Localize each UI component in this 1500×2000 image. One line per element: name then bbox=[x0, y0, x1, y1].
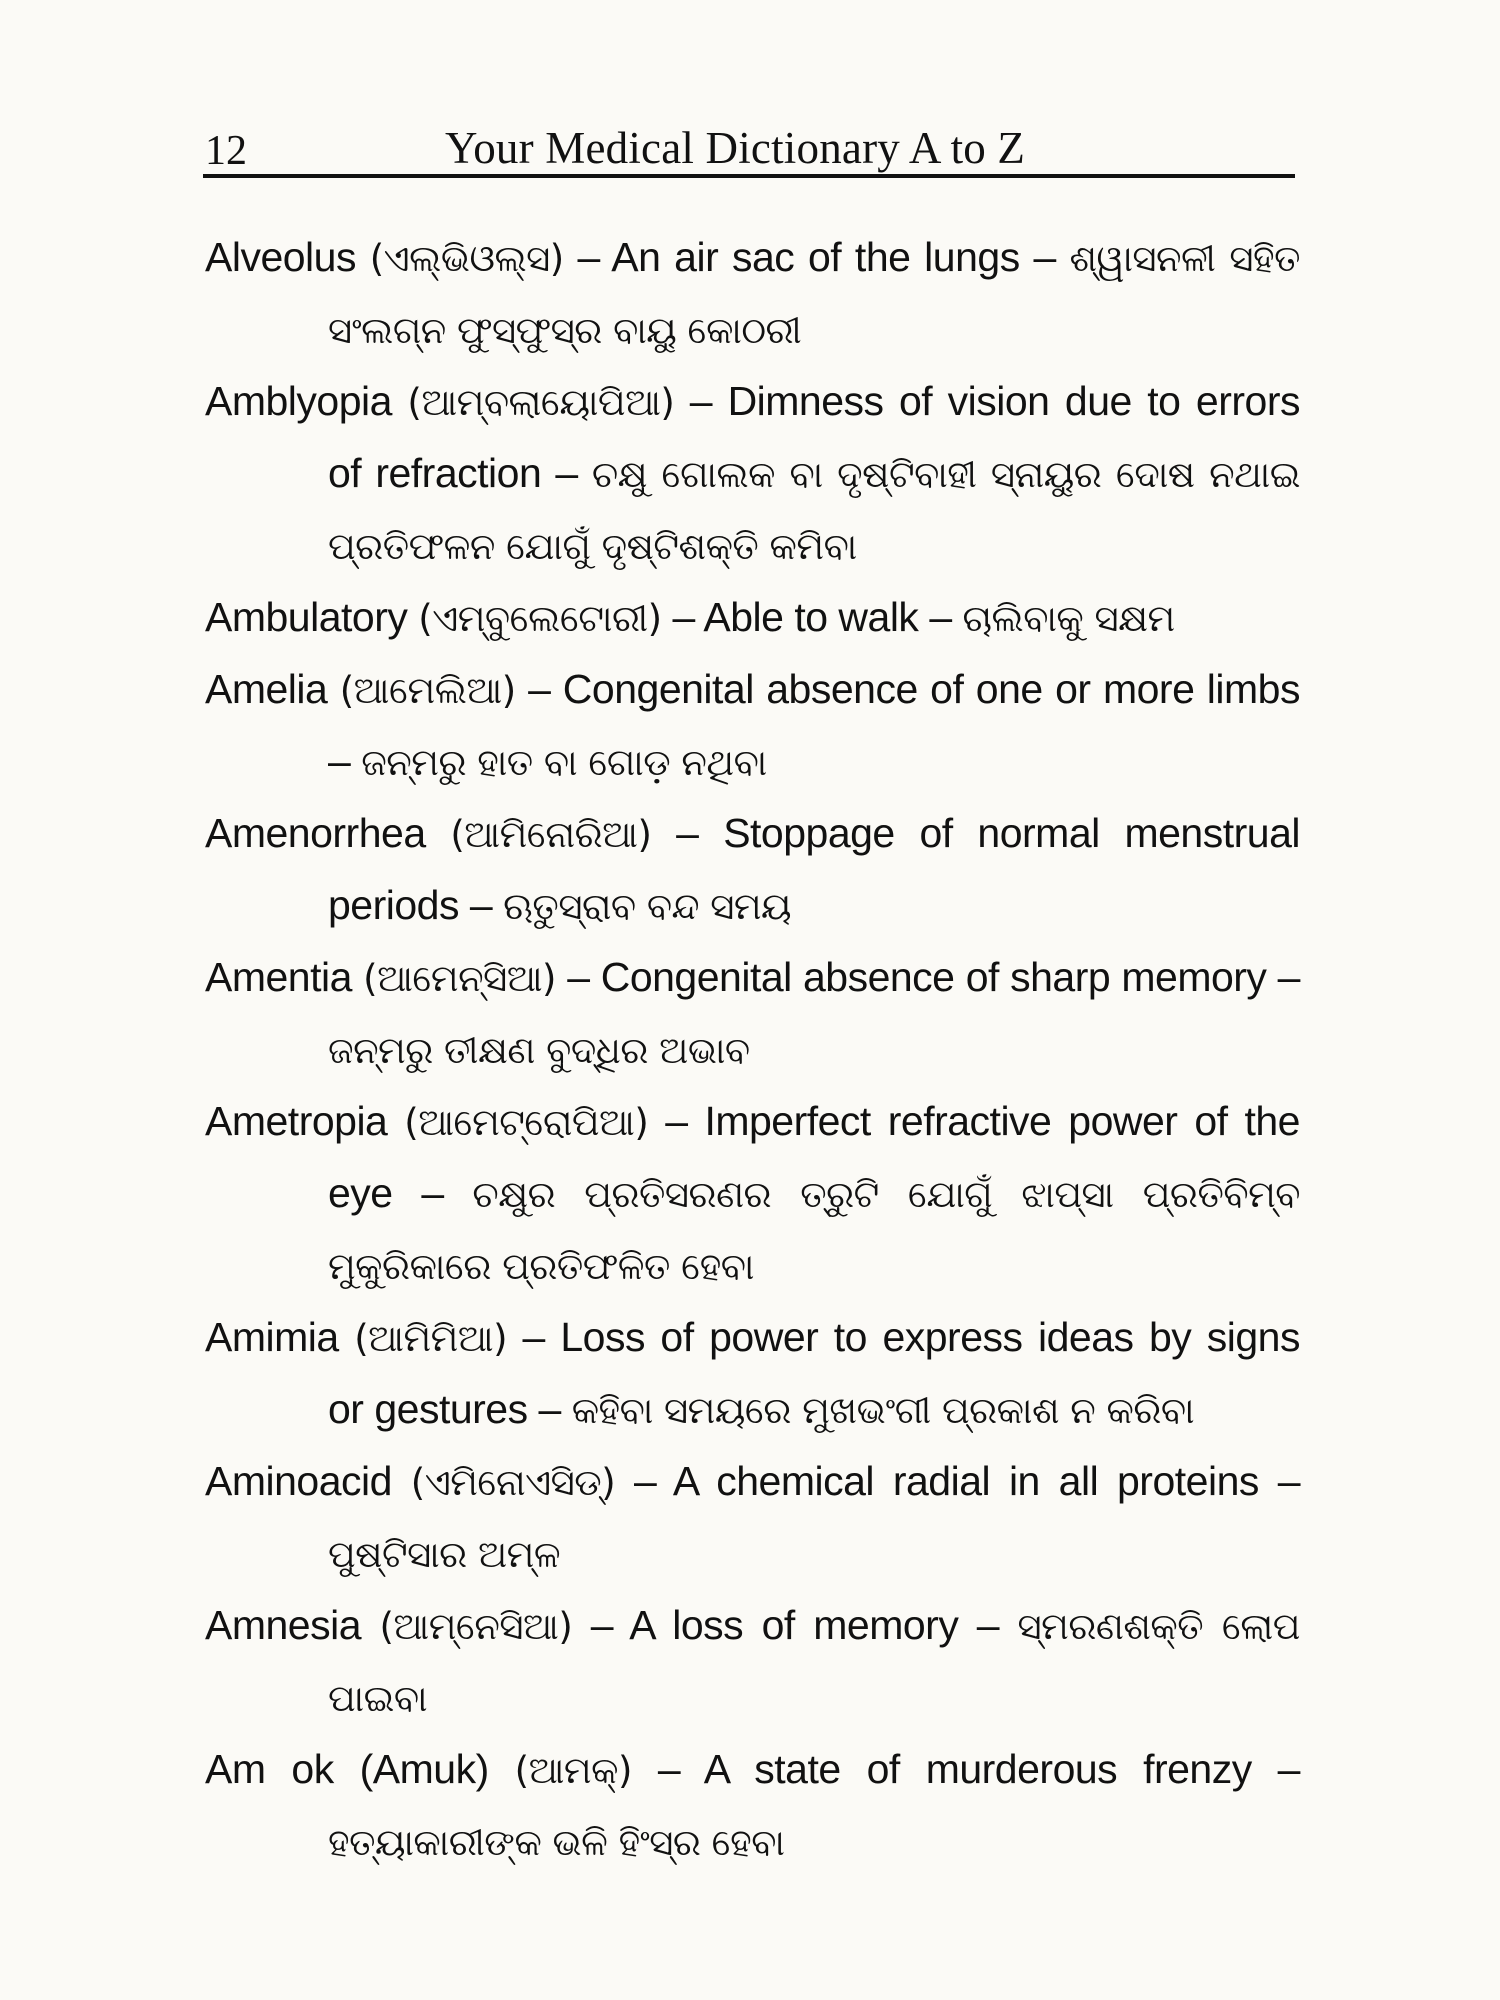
entry-transliteration: (ଆମକ୍‌) bbox=[514, 1749, 632, 1792]
entry-odia-meaning: ଜନ୍ମରୁ ହାତ ବା ଗୋଡ଼ ନଥିବା bbox=[361, 741, 767, 784]
dictionary-entry-amok: Am ok (Amuk) (ଆମକ୍‌) – A state of murderous frenzy – ହତ୍ୟାକାରୀଙ୍କ ଭଳି ହିଂସ୍ର ହେବା bbox=[205, 1746, 1300, 1864]
entry-term: Amentia bbox=[205, 954, 352, 1000]
entry-definition: An air sac of the lungs bbox=[611, 234, 1020, 280]
entry-definition: Imperfect refractive power of the eye bbox=[328, 1098, 1300, 1216]
entry-term: Amnesia bbox=[205, 1602, 362, 1648]
entry-definition: Dimness of vision due to errors of refraction bbox=[328, 378, 1300, 496]
dictionary-entry-amenorrhea: Amenorrhea (ଆମିନୋରିଆ) – Stoppage of normal menstrual periods – ଋତୁସ୍ରାବ ବନ୍ଦ ସମୟ bbox=[205, 810, 1300, 928]
entry-term: Amelia bbox=[205, 666, 328, 712]
dictionary-entry-alveolus: Alveolus (ଏଲ୍ଭିଓଲ୍ସ) – An air sac of the lungs – ଶ୍ୱାସନଳୀ ସହିତ ସଂଲଗ୍ନ ଫୁସ୍‌ଫୁସ୍‌ର ବାୟୁ କୋଠରୀ bbox=[205, 234, 1300, 352]
entry-odia-meaning: ଋତୁସ୍ରାବ ବନ୍ଦ ସମୟ bbox=[503, 885, 792, 928]
dictionary-entry-aminoacid: Aminoacid (ଏମିନୋଏସିଡ୍‌) – A chemical radial in all proteins – ପୁଷ୍ଟିସାର ଅମ୍ଳ bbox=[205, 1458, 1300, 1576]
entry-odia-meaning: ଶ୍ୱାସନଳୀ ସହିତ ସଂଲଗ୍ନ ଫୁସ୍‌ଫୁସ୍‌ର ବାୟୁ କୋଠରୀ bbox=[328, 237, 1300, 352]
entry-odia-meaning: କହିବା ସମୟରେ ମୁଖଭଂଗୀ ପ୍ରକାଶ ନ କରିବା bbox=[571, 1389, 1195, 1432]
entry-odia-meaning: ଚକ୍ଷୁ ଗୋଲକ ବା ଦୃଷ୍ଟିବାହୀ ସ୍ନାୟୁର ଦୋଷ ନଥାଇ ପ୍ରତିଫଳନ ଯୋଗୁଁ ଦୃଷ୍ଟିଶକ୍ତି କମିବା bbox=[328, 453, 1300, 568]
entry-term: Aminoacid bbox=[205, 1458, 392, 1504]
entry-definition: A state of murderous frenzy bbox=[703, 1746, 1252, 1792]
dictionary-entry-amimia: Amimia (ଆମିମିଆ) – Loss of power to express ideas by signs or gestures – କହିବା ସମୟରେ ମୁଖଭଂଗୀ ପ୍ରକାଶ ନ କରିବା bbox=[205, 1314, 1300, 1432]
entry-term: Amblyopia bbox=[205, 378, 392, 424]
entry-odia-meaning: ଚାଲିବାକୁ ସକ୍ଷମ bbox=[962, 597, 1175, 640]
dictionary-entry-ambulatory: Ambulatory (ଏମ୍ବୁଲେଟୋରୀ) – Able to walk – ଚାଲିବାକୁ ସକ୍ଷମ bbox=[205, 594, 1175, 640]
header-divider bbox=[203, 174, 1295, 178]
entry-term: Ambulatory bbox=[205, 594, 408, 640]
entry-definition: Congenital absence of sharp memory bbox=[600, 954, 1267, 1000]
entry-odia-meaning: ହତ୍ୟାକାରୀଙ୍କ ଭଳି ହିଂସ୍ର ହେବା bbox=[328, 1821, 785, 1864]
entry-transliteration: (ଆମେନ୍‌ସିଆ) bbox=[363, 957, 556, 1000]
page-number: 12 bbox=[205, 128, 247, 174]
dictionary-entry-ametropia: Ametropia (ଆମେଟ୍ରୋପିଆ) – Imperfect refractive power of the eye – ଚକ୍ଷୁର ପ୍ରତିସରଣର ତ୍ରୁଟି ଯୋଗୁଁ ଝାପ୍‌ସା ପ୍ରତିବିମ୍ବ ମୁକୁରିକାରେ ପ୍ରତିଫଳିତ ହେବା bbox=[205, 1098, 1300, 1288]
entry-definition: Congenital absence of one or more limbs bbox=[562, 666, 1300, 712]
entry-term: Alveolus bbox=[205, 234, 356, 280]
dictionary-entry-amnesia: Amnesia (ଆମ୍ନେସିଆ) – A loss of memory – ସ୍ମରଣଶକ୍ତି ଲୋପ ପାଇବା bbox=[205, 1602, 1300, 1720]
entry-transliteration: (ଆମ୍ନେସିଆ) bbox=[379, 1605, 573, 1648]
entry-term: Amimia bbox=[205, 1314, 339, 1360]
dictionary-entry-amelia: Amelia (ଆମେଲିଆ) – Congenital absence of one or more limbs – ଜନ୍ମରୁ ହାତ ବା ଗୋଡ଼ ନଥିବା bbox=[205, 666, 1300, 784]
dictionary-entry-amentia: Amentia (ଆମେନ୍‌ସିଆ) – Congenital absence of sharp memory – ଜନ୍ମରୁ ତୀକ୍ଷଣ ବୁଦ୍ଧିର ଅଭାବ bbox=[205, 954, 1300, 1072]
entry-definition: A loss of memory bbox=[629, 1602, 959, 1648]
entry-term: Am ok (Amuk) bbox=[205, 1746, 489, 1792]
entry-transliteration: (ଆମେଲିଆ) bbox=[339, 669, 516, 712]
page-header bbox=[205, 118, 1295, 180]
running-title: Your Medical Dictionary A to Z bbox=[445, 123, 1026, 173]
dictionary-entry-amblyopia: Amblyopia (ଆମ୍ବଲାୟୋପିଆ) – Dimness of vision due to errors of refraction – ଚକ୍ଷୁ ଗୋଲକ ବା ଦୃଷ୍ଟିବାହୀ ସ୍ନାୟୁର ଦୋଷ ନଥାଇ ପ୍ରତିଫଳନ ଯୋଗୁଁ ଦୃଷ୍ଟିଶକ୍ତି କମିବା bbox=[205, 378, 1300, 568]
entry-transliteration: (ଆମିନୋରିଆ) bbox=[450, 813, 652, 856]
entry-term: Ametropia bbox=[205, 1098, 388, 1144]
entry-definition: Able to walk bbox=[703, 594, 919, 640]
entry-odia-meaning: ଚକ୍ଷୁର ପ୍ରତିସରଣର ତ୍ରୁଟି ଯୋଗୁଁ ଝାପ୍‌ସା ପ୍ରତିବିମ୍ବ ମୁକୁରିକାରେ ପ୍ରତିଫଳିତ ହେବା bbox=[328, 1173, 1300, 1288]
entry-odia-meaning: ସ୍ମରଣଶକ୍ତି ଲୋପ ପାଇବା bbox=[328, 1605, 1300, 1720]
entry-transliteration: (ଏମ୍ବୁଲେଟୋରୀ) bbox=[418, 597, 662, 640]
entry-definition: Stoppage of normal menstrual periods bbox=[328, 810, 1300, 928]
entry-odia-meaning: ଜନ୍ମରୁ ତୀକ୍ଷଣ ବୁଦ୍ଧିର ଅଭାବ bbox=[328, 1029, 750, 1072]
entry-transliteration: (ଏମିନୋଏସିଡ୍‌) bbox=[410, 1461, 616, 1504]
entry-transliteration: (ଏଲ୍ଭିଓଲ୍ସ) bbox=[369, 237, 564, 280]
entry-definition: Loss of power to express ideas by signs or gestures bbox=[328, 1314, 1300, 1432]
entry-definition: A chemical radial in all proteins bbox=[672, 1458, 1259, 1504]
entry-transliteration: (ଆମ୍ବଲାୟୋପିଆ) bbox=[407, 381, 675, 424]
entry-transliteration: (ଆମିମିଆ) bbox=[354, 1317, 508, 1360]
entry-term: Amenorrhea bbox=[205, 810, 426, 856]
entry-transliteration: (ଆମେଟ୍ରୋପିଆ) bbox=[404, 1101, 649, 1144]
entry-odia-meaning: ପୁଷ୍ଟିସାର ଅମ୍ଳ bbox=[328, 1533, 561, 1576]
dictionary-entries bbox=[205, 222, 1300, 1878]
